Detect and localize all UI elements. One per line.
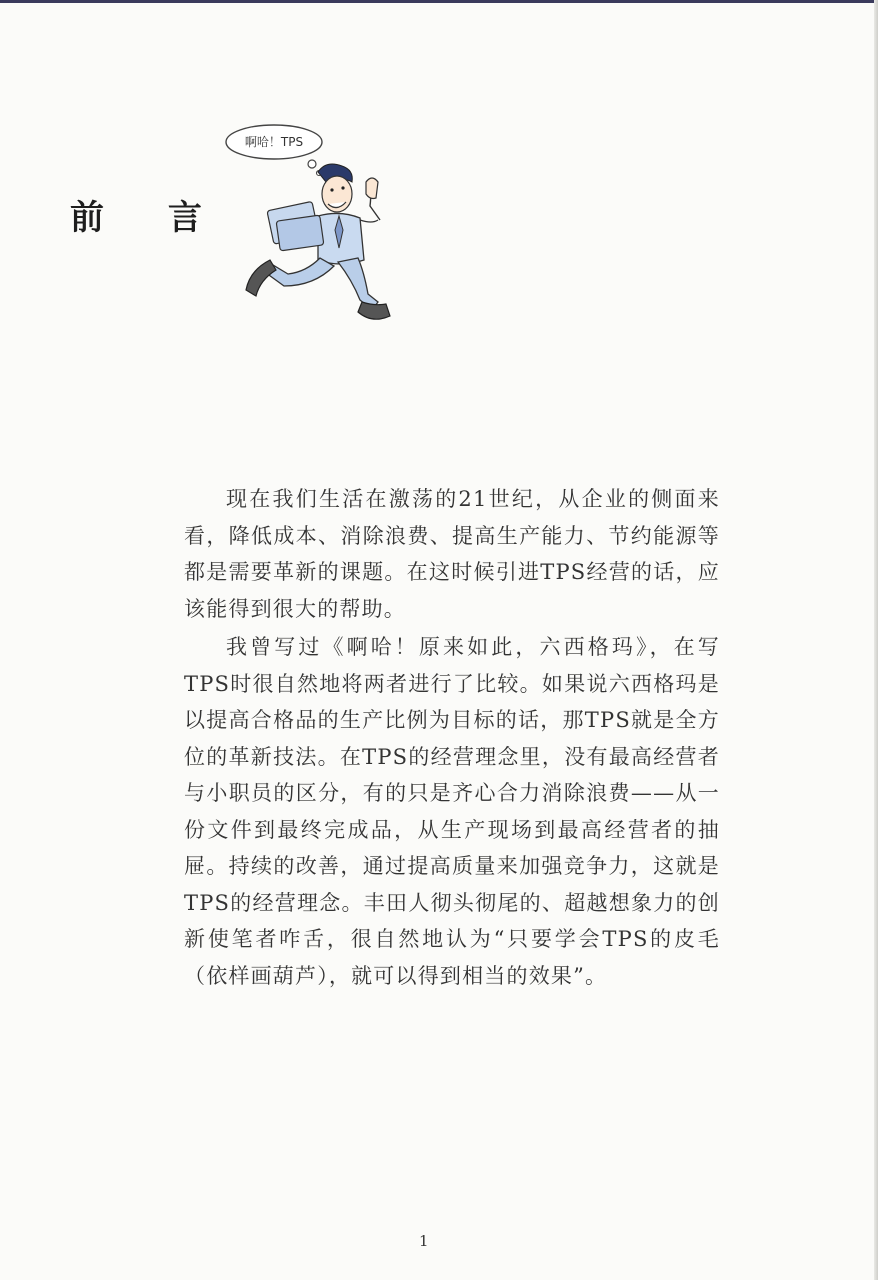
preface-paragraph-2: 我曾写过《啊哈！原来如此，六西格玛》，在写TPS时很自然地将两者进行了比较。如果说六西格玛是以提高合格品的生产比例为目标的话，那TPS就是全方位的革新技法。在TPS的经营理念里，没有最高经营者与小职员的区分，有的只是齐心合力消除浪费——从一份文件到最终完成品，从生产现场到最高经营者的抽屉。持续的改善，通过提高质量来加强竞争力，这就是TPS的经营理念。丰田人彻头彻尾的、超越想象力的创新使笔者咋舌，很自然地认为“只要学会TPS的皮毛（依样画葫芦），就可以得到相当的效果”。 [184,635,720,988]
page-number: 1 [419,1232,429,1250]
page-top-edge [0,0,878,3]
speech-bubble-text: 啊哈！TPS [244,135,304,149]
running-man-illustration [222,120,402,330]
preface-body [184,481,720,996]
preface-paragraph-1: 现在我们生活在激荡的21世纪，从企业的侧面来看，降低成本、消除浪费、提高生产能力、节约能源等都是需要革新的课题。在这时候引进TPS经营的话，应该能得到很大的帮助。 [184,487,720,621]
page-title: 前 言 [70,198,228,238]
running-man-drawing [222,120,402,330]
page-binding-edge [874,0,878,1280]
